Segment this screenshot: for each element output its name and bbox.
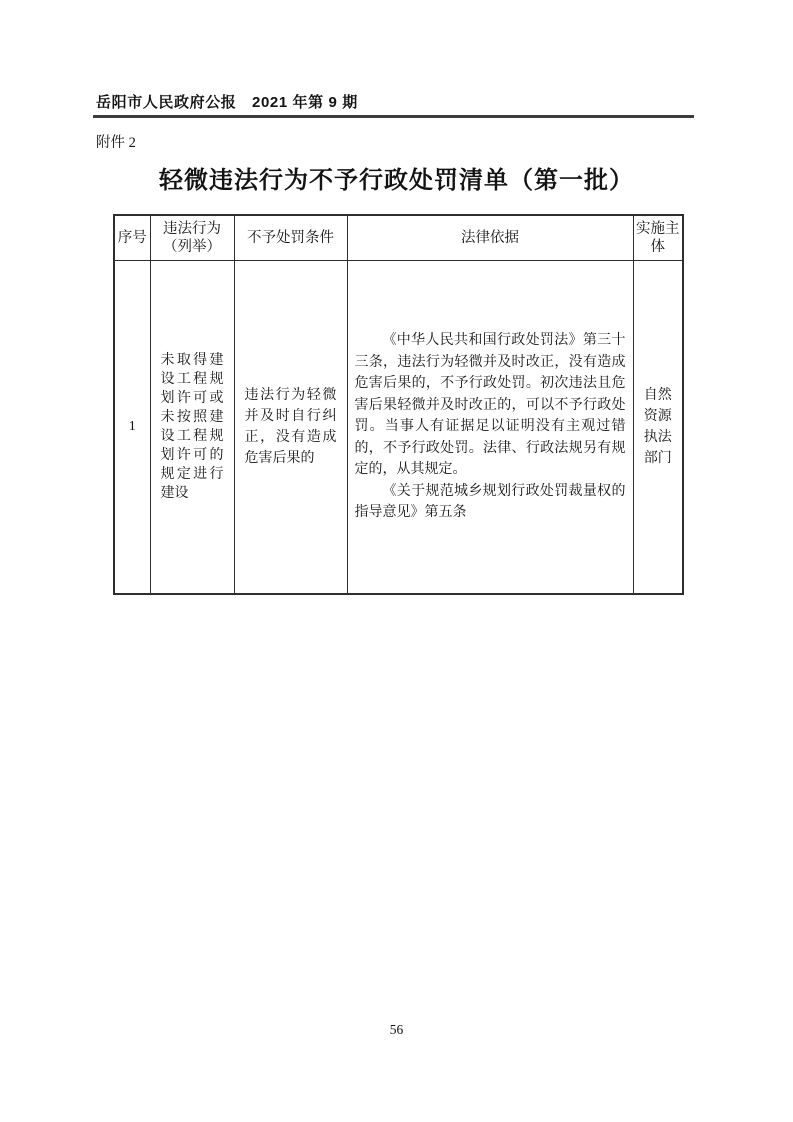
- cell-row-index: 1: [114, 261, 150, 595]
- table-header-row: [114, 215, 683, 261]
- cell-implementer: 自然资源执法部门: [633, 261, 683, 595]
- column-header-index: 序号: [114, 215, 150, 261]
- cell-condition: 违法行为轻微并及时自行纠正，没有造成危害后果的: [234, 261, 347, 595]
- document-title: 轻微违法行为不予行政处罚清单（第一批）: [159, 168, 634, 194]
- column-header-implementer: 实施主体: [633, 215, 683, 261]
- attachment-label: 附件 2: [96, 135, 136, 151]
- column-header-condition: 不予处罚条件: [234, 215, 347, 261]
- page-number: 56: [389, 1022, 404, 1037]
- table-row: [114, 261, 683, 595]
- gazette-masthead: 岳阳市人民政府公报 2021 年第 9 期: [96, 94, 358, 111]
- masthead-divider: [93, 115, 694, 118]
- column-header-violation: 违法行为（列举）: [150, 215, 234, 261]
- cell-legal-basis: [347, 261, 633, 595]
- column-header-legal-basis: 法律依据: [347, 215, 633, 261]
- cell-violation: 未取得建设工程规划许可或未按照建设工程规划许可的规定进行建设: [150, 261, 234, 595]
- exemption-list-table: [113, 214, 684, 595]
- legal-basis-paragraph-1: 《中华人民共和国行政处罚法》第三十三条，违法行为轻微并及时改正，没有造成危害后果的，不予行政处罚。初次违法且危害后果轻微并及时改正的，可以不予行政处罚。当事人有证据足以证明没有主观过错的，不予行政处罚。法律、行政法规另有规定的，从其规定。: [354, 333, 626, 478]
- legal-basis-paragraph-2: 《关于规范城乡规划行政处罚裁量权的指导意见》第五条: [354, 483, 626, 521]
